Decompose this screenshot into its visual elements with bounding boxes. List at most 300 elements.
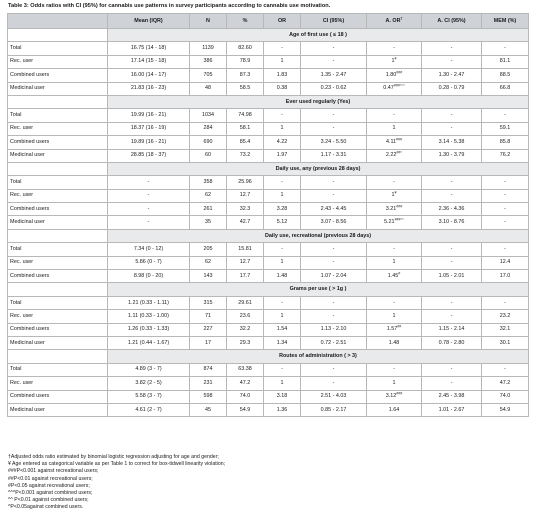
- table-cell: -: [482, 189, 529, 202]
- table-cell: -: [422, 55, 482, 68]
- table-row: [8, 377, 529, 390]
- table-row: [8, 203, 529, 216]
- table-cell: -: [301, 310, 367, 323]
- significance-marker: ¥: [394, 57, 397, 62]
- table-cell: 82.60: [227, 42, 264, 55]
- table-cell: 3.24 - 5.50: [301, 136, 367, 149]
- table-cell: 386: [190, 55, 227, 68]
- odds-ratio-table: [7, 13, 529, 417]
- significance-marker: ###: [396, 137, 403, 142]
- table-cell: 58.5: [227, 82, 264, 95]
- column-header: [422, 14, 482, 29]
- cell-value: 1: [392, 312, 396, 319]
- table-row: [8, 310, 529, 323]
- table-cell: 32.3: [227, 203, 264, 216]
- table-cell: 2.45 - 3.98: [422, 390, 482, 403]
- table-cell: [367, 310, 422, 323]
- table-cell: -: [482, 176, 529, 189]
- table-cell: 1.01 - 2.67: [422, 403, 482, 416]
- table-cell: 63.38: [227, 363, 264, 376]
- table-cell: 29.3: [227, 336, 264, 349]
- footnote-line: #P<0.05 against recreational users;: [8, 482, 90, 489]
- section-title: Ever used regularly (Yes): [108, 95, 529, 108]
- table-cell: 1.30 - 3.79: [422, 149, 482, 162]
- column-header-text: A. OR: [385, 17, 401, 24]
- table-cell: 1.54: [264, 323, 301, 336]
- table-cell: 25.96: [227, 176, 264, 189]
- table-cell: -: [264, 243, 301, 256]
- table-cell: -: [301, 42, 367, 55]
- table-cell: 1.83: [264, 69, 301, 82]
- table-cell: 8.98 (0 - 20): [108, 270, 190, 283]
- table-cell: 5.12: [264, 216, 301, 229]
- table-cell: 30.1: [482, 336, 529, 349]
- table-cell: 1: [264, 256, 301, 269]
- table-row: [8, 243, 529, 256]
- cell-value: 1: [392, 125, 396, 132]
- footnote-line: ##P<0.01 against recreational users;: [8, 475, 93, 482]
- footnote-marker: †: [400, 16, 403, 21]
- table-cell: 15.81: [227, 243, 264, 256]
- significance-marker: ###^^: [394, 217, 404, 222]
- table-cell: 1.35 - 2.47: [301, 69, 367, 82]
- table-cell: 58.1: [227, 122, 264, 135]
- row-label: Medicinal user: [8, 216, 108, 229]
- table-row: [8, 216, 529, 229]
- table-cell: [367, 323, 422, 336]
- table-row: [8, 136, 529, 149]
- table-cell: 16.75 (14 - 18): [108, 42, 190, 55]
- table-cell: 705: [190, 69, 227, 82]
- section-row: [8, 283, 529, 296]
- section-blank-cell: [8, 29, 108, 42]
- table-row: [8, 176, 529, 189]
- table-row: [8, 109, 529, 122]
- table-cell: 1.36: [264, 403, 301, 416]
- table-body: [8, 29, 529, 417]
- table-cell: 1: [264, 55, 301, 68]
- table-cell: [367, 216, 422, 229]
- table-cell: 1.34: [264, 336, 301, 349]
- table-cell: 81.1: [482, 55, 529, 68]
- table-row: [8, 55, 529, 68]
- significance-marker: ¥: [394, 190, 397, 195]
- footnote-line: ^P<0.05against combined users.: [8, 504, 84, 511]
- column-header: [482, 14, 529, 29]
- cell-value: 1.64: [388, 406, 400, 413]
- footnote-line: †Adjusted odds ratio estimated by binomial logistic regression adjusting for age and gender;: [8, 454, 219, 460]
- row-label: Combined users: [8, 136, 108, 149]
- section-blank-cell: [8, 229, 108, 242]
- table-cell: 42.7: [227, 216, 264, 229]
- table-cell: [367, 390, 422, 403]
- row-label: Rec. user: [8, 55, 108, 68]
- table-cell: 2.51 - 4.03: [301, 390, 367, 403]
- row-label: Combined users: [8, 390, 108, 403]
- table-cell: 690: [190, 136, 227, 149]
- row-label: Total: [8, 42, 108, 55]
- table-cell: -: [108, 216, 190, 229]
- section-blank-cell: [8, 283, 108, 296]
- table-cell: [367, 42, 422, 55]
- table-row: [8, 270, 529, 283]
- cell-value: 5.21: [384, 219, 395, 226]
- table-cell: -: [482, 216, 529, 229]
- table-cell: [367, 109, 422, 122]
- section-title: Age of first use ( ≤ 18 ): [108, 29, 529, 42]
- cell-value: 1.48: [388, 339, 400, 346]
- table-cell: 12.7: [227, 256, 264, 269]
- table-cell: -: [264, 296, 301, 309]
- table-row: [8, 336, 529, 349]
- table-cell: 3.10 - 8.76: [422, 216, 482, 229]
- table-cell: 66.8: [482, 82, 529, 95]
- table-cell: -: [422, 176, 482, 189]
- row-label: Medicinal user: [8, 82, 108, 95]
- cell-value: 1: [391, 58, 395, 65]
- column-header: [264, 14, 301, 29]
- table-cell: 71: [190, 310, 227, 323]
- table-cell: 261: [190, 203, 227, 216]
- table-cell: -: [482, 243, 529, 256]
- row-label: Medicinal user: [8, 403, 108, 416]
- table-cell: 47.2: [227, 377, 264, 390]
- table-cell: 1034: [190, 109, 227, 122]
- cell-value: -: [393, 245, 395, 252]
- table-row: [8, 149, 529, 162]
- table-cell: 12.4: [482, 256, 529, 269]
- cell-value: -: [393, 45, 395, 52]
- table-cell: [367, 296, 422, 309]
- column-header-text: MEM (%): [493, 17, 517, 24]
- table-cell: [367, 256, 422, 269]
- table-cell: 0.72 - 2.51: [301, 336, 367, 349]
- table-cell: [367, 122, 422, 135]
- table-cell: 45: [190, 403, 227, 416]
- table-cell: [367, 336, 422, 349]
- table-cell: 17: [190, 336, 227, 349]
- table-row: [8, 189, 529, 202]
- table-cell: -: [301, 296, 367, 309]
- table-cell: 0.78 - 2.80: [422, 336, 482, 349]
- table-cell: -: [422, 296, 482, 309]
- table-cell: 5.58 (3 - 7): [108, 390, 190, 403]
- section-blank-cell: [8, 162, 108, 175]
- table-cell: 3.18: [264, 390, 301, 403]
- table-cell: -: [422, 42, 482, 55]
- table-cell: [367, 69, 422, 82]
- table-row: [8, 256, 529, 269]
- row-label: Combined users: [8, 69, 108, 82]
- table-cell: -: [301, 377, 367, 390]
- cell-value: 0.47: [383, 85, 394, 92]
- table-cell: -: [422, 109, 482, 122]
- table-cell: 59.1: [482, 122, 529, 135]
- column-header-text: %: [242, 17, 248, 24]
- table-cell: [367, 176, 422, 189]
- table-cell: 23.2: [482, 310, 529, 323]
- section-title: Routes of administration ( > 3): [108, 350, 529, 363]
- table-cell: 4.89 (3 - 7): [108, 363, 190, 376]
- table-cell: 21.83 (16 - 23): [108, 82, 190, 95]
- table-cell: -: [482, 296, 529, 309]
- table-cell: 85.4: [227, 136, 264, 149]
- significance-marker: ##: [397, 324, 402, 329]
- table-cell: -: [422, 310, 482, 323]
- table-cell: [367, 363, 422, 376]
- table-cell: -: [264, 363, 301, 376]
- significance-marker: ###: [396, 391, 403, 396]
- table-cell: -: [301, 243, 367, 256]
- table-cell: 1.48: [264, 270, 301, 283]
- table-cell: -: [482, 363, 529, 376]
- table-cell: [367, 403, 422, 416]
- table-cell: [367, 189, 422, 202]
- significance-marker: ###: [396, 204, 403, 209]
- table-cell: 88.5: [482, 69, 529, 82]
- column-header-text: CI (95%): [322, 17, 345, 24]
- table-cell: 85.8: [482, 136, 529, 149]
- table-row: [8, 42, 529, 55]
- column-header: [108, 14, 190, 29]
- column-header: [227, 14, 264, 29]
- table-row: [8, 296, 529, 309]
- cell-value: -: [393, 299, 395, 306]
- table-cell: 0.38: [264, 82, 301, 95]
- cell-value: 4.11: [385, 138, 397, 145]
- table-cell: -: [264, 176, 301, 189]
- table-cell: 1139: [190, 42, 227, 55]
- section-row: [8, 95, 529, 108]
- cell-value: -: [393, 178, 395, 185]
- cell-value: 2.22: [385, 152, 397, 159]
- table-cell: 18.37 (16 - 19): [108, 122, 190, 135]
- row-label: Combined users: [8, 270, 108, 283]
- table-cell: 1.13 - 2.10: [301, 323, 367, 336]
- cell-value: 1.45: [387, 272, 399, 279]
- table-cell: -: [422, 377, 482, 390]
- section-title: Daily use, any (previous 28 days): [108, 162, 529, 175]
- table-cell: [367, 136, 422, 149]
- table-cell: 1: [264, 122, 301, 135]
- row-label: Total: [8, 176, 108, 189]
- table-cell: [367, 82, 422, 95]
- table-cell: -: [482, 203, 529, 216]
- table-cell: -: [482, 42, 529, 55]
- table-cell: 74.0: [482, 390, 529, 403]
- table-cell: 19.99 (16 - 21): [108, 109, 190, 122]
- table-cell: 1.26 (0.33 - 1.33): [108, 323, 190, 336]
- table-cell: 17.7: [227, 270, 264, 283]
- table-cell: [367, 149, 422, 162]
- cell-value: -: [393, 112, 395, 119]
- row-label: Total: [8, 363, 108, 376]
- section-row: [8, 350, 529, 363]
- table-cell: 74.0: [227, 390, 264, 403]
- table-cell: [367, 270, 422, 283]
- table-cell: 87.3: [227, 69, 264, 82]
- footnotes: [8, 454, 225, 512]
- table-cell: -: [301, 109, 367, 122]
- table-cell: 1.97: [264, 149, 301, 162]
- table-cell: 12.7: [227, 189, 264, 202]
- column-header-text: Mean (IQR): [134, 17, 163, 24]
- row-label: Medicinal user: [8, 149, 108, 162]
- cell-value: -: [393, 366, 395, 373]
- section-row: [8, 229, 529, 242]
- row-label: Rec. user: [8, 310, 108, 323]
- table-cell: 28.85 (18 - 37): [108, 149, 190, 162]
- table-cell: -: [264, 42, 301, 55]
- table-cell: 2.36 - 4.36: [422, 203, 482, 216]
- section-row: [8, 162, 529, 175]
- table-cell: -: [301, 122, 367, 135]
- table-cell: -: [301, 363, 367, 376]
- footnote-line: ^^ P<0.01 against combined users;: [8, 497, 89, 504]
- table-cell: 598: [190, 390, 227, 403]
- column-header-text: OR: [277, 17, 287, 24]
- section-row: [8, 29, 529, 42]
- table-cell: 227: [190, 323, 227, 336]
- table-cell: 60: [190, 149, 227, 162]
- table-cell: 1.07 - 2.04: [301, 270, 367, 283]
- significance-marker: #: [398, 271, 401, 276]
- table-cell: 0.85 - 2.17: [301, 403, 367, 416]
- table-cell: 5.86 (0 - 7): [108, 256, 190, 269]
- table-cell: 47.2: [482, 377, 529, 390]
- table-cell: 54.9: [227, 403, 264, 416]
- row-label: Combined users: [8, 323, 108, 336]
- table-cell: 231: [190, 377, 227, 390]
- table-cell: 1.17 - 3.31: [301, 149, 367, 162]
- row-label: Rec. user: [8, 189, 108, 202]
- table-cell: 0.23 - 0.62: [301, 82, 367, 95]
- footnote-line: ¥ Age entered as categorical variable as per Table 1 to correct for box-tidwell linearity violation;: [8, 461, 226, 468]
- table-cell: 0.28 - 0.79: [422, 82, 482, 95]
- table-row: [8, 122, 529, 135]
- row-label: Total: [8, 243, 108, 256]
- table-cell: 3.14 - 5.38: [422, 136, 482, 149]
- table-row: [8, 82, 529, 95]
- column-header: [301, 14, 367, 29]
- table-cell: -: [482, 109, 529, 122]
- table-cell: 1.15 - 2.14: [422, 323, 482, 336]
- table-cell: -: [108, 189, 190, 202]
- significance-marker: ##^: [396, 150, 403, 155]
- table-row: [8, 403, 529, 416]
- table-cell: 284: [190, 122, 227, 135]
- table-cell: -: [422, 256, 482, 269]
- table-row: [8, 390, 529, 403]
- cell-value: 3.12: [385, 393, 397, 400]
- table-cell: 3.07 - 8.56: [301, 216, 367, 229]
- section-blank-cell: [8, 350, 108, 363]
- table-cell: 3.82 (2 - 5): [108, 377, 190, 390]
- table-cell: 2.43 - 4.45: [301, 203, 367, 216]
- section-title: Grams per use ( > 1g ): [108, 283, 529, 296]
- table-cell: [367, 243, 422, 256]
- table-cell: 4.61 (2 - 7): [108, 403, 190, 416]
- row-label: Total: [8, 109, 108, 122]
- table-cell: 62: [190, 256, 227, 269]
- row-label: Rec. user: [8, 256, 108, 269]
- row-label: Total: [8, 296, 108, 309]
- table-cell: 17.14 (15 - 18): [108, 55, 190, 68]
- table-cell: 35: [190, 216, 227, 229]
- table-cell: 78.9: [227, 55, 264, 68]
- table-cell: 62: [190, 189, 227, 202]
- table-cell: 1: [264, 377, 301, 390]
- table-cell: -: [301, 256, 367, 269]
- table-row: [8, 69, 529, 82]
- table-cell: [367, 55, 422, 68]
- table-cell: 7.34 (0 - 12): [108, 243, 190, 256]
- column-header: [8, 14, 108, 29]
- table-cell: -: [108, 203, 190, 216]
- table-cell: 16.00 (14 - 17): [108, 69, 190, 82]
- table-cell: -: [422, 122, 482, 135]
- table-cell: 205: [190, 243, 227, 256]
- table-cell: [367, 377, 422, 390]
- table-cell: 17.0: [482, 270, 529, 283]
- table-title: Table 3: Odds ratios with CI (95%) for cannabis use patterns in survey participants according to cannabis use motivation.: [8, 3, 331, 9]
- table-cell: -: [301, 189, 367, 202]
- table-cell: 315: [190, 296, 227, 309]
- column-header: [190, 14, 227, 29]
- table-cell: 54.9: [482, 403, 529, 416]
- column-header: [367, 14, 422, 29]
- table-cell: 4.22: [264, 136, 301, 149]
- table-cell: 19.89 (16 - 21): [108, 136, 190, 149]
- table-cell: 1.21 (0.44 - 1.67): [108, 336, 190, 349]
- table-cell: 1.30 - 2.47: [422, 69, 482, 82]
- row-label: Medicinal user: [8, 336, 108, 349]
- row-label: Rec. user: [8, 377, 108, 390]
- section-title: Daily use, recreational (previous 28 days): [108, 229, 529, 242]
- table-cell: -: [301, 55, 367, 68]
- row-label: Combined users: [8, 203, 108, 216]
- table-cell: 76.2: [482, 149, 529, 162]
- column-header-text: N: [206, 17, 210, 24]
- table-cell: [367, 203, 422, 216]
- table-cell: 29.61: [227, 296, 264, 309]
- table-cell: -: [108, 176, 190, 189]
- footnote-line: ^^^P<0.001 against combined users;: [8, 490, 93, 497]
- significance-marker: ###^^^: [393, 83, 405, 88]
- table-cell: 358: [190, 176, 227, 189]
- table-cell: -: [301, 176, 367, 189]
- cell-value: 3.21: [385, 205, 397, 212]
- table-cell: -: [422, 243, 482, 256]
- table-cell: 3.28: [264, 203, 301, 216]
- table-cell: 48: [190, 82, 227, 95]
- table-header-row: [8, 14, 529, 29]
- significance-marker: ###: [396, 70, 403, 75]
- table-cell: 1.05 - 2.01: [422, 270, 482, 283]
- footnote-line: ###P<0.001 against recreational users;: [8, 468, 99, 475]
- table-row: [8, 323, 529, 336]
- table-cell: -: [422, 363, 482, 376]
- table-cell: 1.11 (0.33 - 1.00): [108, 310, 190, 323]
- cell-value: 1: [391, 192, 395, 199]
- column-header-text: A. CI (95%): [437, 17, 466, 24]
- table-cell: 1: [264, 310, 301, 323]
- section-blank-cell: [8, 95, 108, 108]
- table-cell: 74.98: [227, 109, 264, 122]
- table-cell: -: [264, 109, 301, 122]
- row-label: Rec. user: [8, 122, 108, 135]
- cell-value: 1.80: [385, 71, 397, 78]
